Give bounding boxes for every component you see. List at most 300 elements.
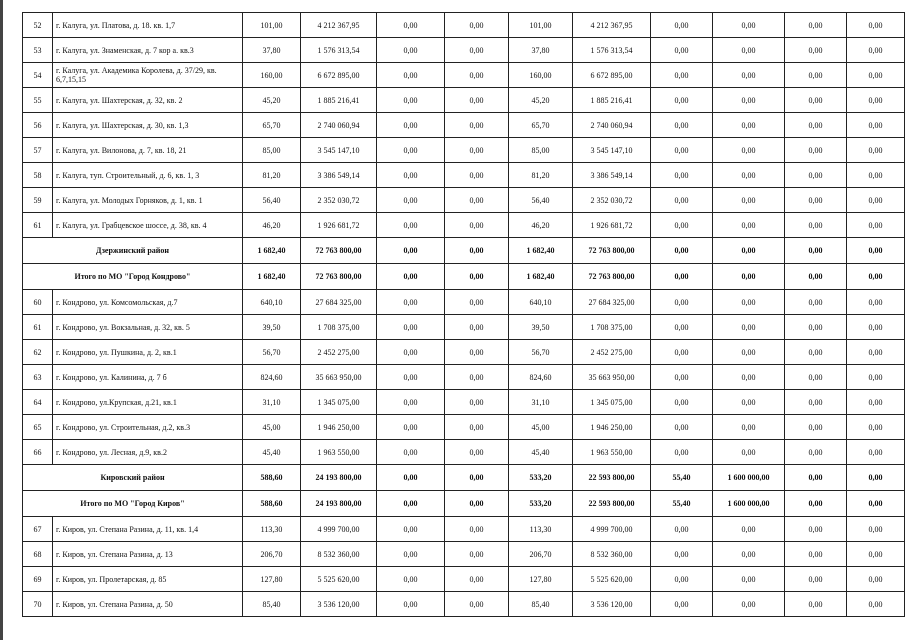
value-cell: 1 345 075,00 (301, 390, 377, 415)
table-row (23, 390, 905, 415)
value-cell: 56,70 (509, 340, 573, 365)
table-row (23, 13, 905, 38)
table-row (23, 340, 905, 365)
value-cell: 588,60 (243, 491, 301, 517)
value-cell: 81,20 (509, 163, 573, 188)
value-cell: 1 946 250,00 (573, 415, 651, 440)
address-cell: г. Калуга, ул. Шахтерская, д. 32, кв. 2 (53, 88, 243, 113)
value-cell: 39,50 (509, 315, 573, 340)
value-cell: 0,00 (847, 188, 905, 213)
address-cell: г. Калуга, туп. Строительный, д. 6, кв. 1, 3 (53, 163, 243, 188)
value-cell: 0,00 (445, 264, 509, 290)
value-cell: 0,00 (785, 163, 847, 188)
table-row (23, 213, 905, 238)
subtotal-label: Кировский район (23, 465, 243, 491)
value-cell: 1 682,40 (243, 264, 301, 290)
row-number: 69 (23, 567, 53, 592)
row-number: 66 (23, 440, 53, 465)
value-cell: 0,00 (445, 163, 509, 188)
value-cell: 0,00 (847, 163, 905, 188)
value-cell: 0,00 (785, 188, 847, 213)
value-cell: 1 600 000,00 (713, 465, 785, 491)
value-cell: 45,00 (509, 415, 573, 440)
value-cell: 72 763 800,00 (301, 264, 377, 290)
row-number: 61 (23, 315, 53, 340)
value-cell: 0,00 (651, 38, 713, 63)
value-cell: 4 212 367,95 (573, 13, 651, 38)
value-cell: 3 545 147,10 (573, 138, 651, 163)
value-cell: 22 593 800,00 (573, 465, 651, 491)
value-cell: 0,00 (651, 188, 713, 213)
value-cell: 0,00 (651, 213, 713, 238)
subtotal-label: Дзержинский район (23, 238, 243, 264)
value-cell: 56,40 (243, 188, 301, 213)
address-cell: г. Кондрово, ул. Лесная, д.9, кв.2 (53, 440, 243, 465)
value-cell: 0,00 (377, 213, 445, 238)
value-cell: 0,00 (713, 63, 785, 88)
value-cell: 0,00 (713, 163, 785, 188)
value-cell: 72 763 800,00 (573, 264, 651, 290)
value-cell: 0,00 (445, 88, 509, 113)
value-cell: 0,00 (377, 440, 445, 465)
value-cell: 1 946 250,00 (301, 415, 377, 440)
address-cell: г. Кондрово, ул. Пушкина, д. 2, кв.1 (53, 340, 243, 365)
value-cell: 0,00 (651, 365, 713, 390)
value-cell: 0,00 (713, 188, 785, 213)
value-cell: 0,00 (847, 213, 905, 238)
subtotal-label: Итого по МО "Город Киров" (23, 491, 243, 517)
table-row (23, 567, 905, 592)
value-cell: 1 708 375,00 (573, 315, 651, 340)
value-cell: 3 386 549,14 (573, 163, 651, 188)
value-cell: 0,00 (651, 390, 713, 415)
value-cell: 127,80 (509, 567, 573, 592)
value-cell: 0,00 (713, 38, 785, 63)
value-cell: 0,00 (785, 38, 847, 63)
value-cell: 0,00 (847, 491, 905, 517)
address-cell: г. Киров, ул. Степана Разина, д. 11, кв. 1,4 (53, 517, 243, 542)
value-cell: 0,00 (651, 163, 713, 188)
value-cell: 0,00 (713, 542, 785, 567)
value-cell: 0,00 (651, 592, 713, 617)
value-cell: 0,00 (651, 13, 713, 38)
table-row (23, 163, 905, 188)
document-page (22, 12, 904, 617)
value-cell: 0,00 (445, 38, 509, 63)
value-cell: 0,00 (713, 390, 785, 415)
value-cell: 0,00 (713, 290, 785, 315)
value-cell: 0,00 (377, 465, 445, 491)
value-cell: 0,00 (445, 390, 509, 415)
value-cell: 1 576 313,54 (301, 38, 377, 63)
value-cell: 0,00 (377, 290, 445, 315)
value-cell: 0,00 (445, 365, 509, 390)
value-cell: 45,40 (243, 440, 301, 465)
value-cell: 0,00 (377, 13, 445, 38)
value-cell: 1 885 216,41 (573, 88, 651, 113)
value-cell: 0,00 (377, 163, 445, 188)
value-cell: 0,00 (713, 440, 785, 465)
value-cell: 0,00 (785, 415, 847, 440)
address-cell: г. Калуга, ул. Молодых Горняков, д. 1, кв. 1 (53, 188, 243, 213)
value-cell: 0,00 (785, 365, 847, 390)
value-cell: 0,00 (377, 592, 445, 617)
value-cell: 101,00 (243, 13, 301, 38)
value-cell: 0,00 (377, 340, 445, 365)
row-number: 62 (23, 340, 53, 365)
value-cell: 0,00 (445, 238, 509, 264)
value-cell: 37,80 (243, 38, 301, 63)
table-row (23, 138, 905, 163)
value-cell: 3 536 120,00 (301, 592, 377, 617)
value-cell: 824,60 (243, 365, 301, 390)
value-cell: 0,00 (651, 315, 713, 340)
value-cell: 0,00 (651, 238, 713, 264)
address-cell: г. Калуга, ул. Платова, д. 18. кв. 1,7 (53, 13, 243, 38)
subtotal-label: Итого по МО "Город Кондрово" (23, 264, 243, 290)
value-cell: 85,40 (509, 592, 573, 617)
value-cell: 0,00 (785, 491, 847, 517)
value-cell: 27 684 325,00 (573, 290, 651, 315)
value-cell: 0,00 (847, 264, 905, 290)
value-cell: 65,70 (243, 113, 301, 138)
value-cell: 0,00 (785, 264, 847, 290)
value-cell: 39,50 (243, 315, 301, 340)
value-cell: 0,00 (785, 88, 847, 113)
value-cell: 640,10 (509, 290, 573, 315)
address-cell: г. Кондрово, ул. Калинина, д. 7 б (53, 365, 243, 390)
value-cell: 0,00 (713, 365, 785, 390)
value-cell: 0,00 (847, 315, 905, 340)
value-cell: 3 386 549,14 (301, 163, 377, 188)
value-cell: 8 532 360,00 (301, 542, 377, 567)
value-cell: 0,00 (651, 63, 713, 88)
value-cell: 0,00 (445, 188, 509, 213)
value-cell: 0,00 (847, 567, 905, 592)
value-cell: 160,00 (243, 63, 301, 88)
value-cell: 0,00 (445, 213, 509, 238)
row-number: 56 (23, 113, 53, 138)
value-cell: 85,00 (509, 138, 573, 163)
value-cell: 0,00 (847, 365, 905, 390)
value-cell: 0,00 (377, 365, 445, 390)
value-cell: 0,00 (713, 340, 785, 365)
table-row (23, 440, 905, 465)
address-cell: г. Киров, ул. Степана Разина, д. 50 (53, 592, 243, 617)
value-cell: 72 763 800,00 (573, 238, 651, 264)
value-cell: 2 452 275,00 (573, 340, 651, 365)
value-cell: 0,00 (847, 88, 905, 113)
row-number: 53 (23, 38, 53, 63)
value-cell: 533,20 (509, 465, 573, 491)
table-body (23, 13, 905, 617)
value-cell: 0,00 (785, 340, 847, 365)
address-cell: г. Кондрово, ул. Комсомольская, д.7 (53, 290, 243, 315)
subtotal-row (23, 491, 905, 517)
value-cell: 206,70 (509, 542, 573, 567)
value-cell: 1 600 000,00 (713, 491, 785, 517)
table-row (23, 415, 905, 440)
value-cell: 640,10 (243, 290, 301, 315)
value-cell: 5 525 620,00 (301, 567, 377, 592)
value-cell: 85,40 (243, 592, 301, 617)
value-cell: 35 663 950,00 (573, 365, 651, 390)
value-cell: 0,00 (847, 542, 905, 567)
value-cell: 0,00 (651, 517, 713, 542)
value-cell: 0,00 (377, 138, 445, 163)
value-cell: 56,40 (509, 188, 573, 213)
table-row (23, 542, 905, 567)
value-cell: 55,40 (651, 491, 713, 517)
value-cell: 46,20 (243, 213, 301, 238)
value-cell: 4 999 700,00 (301, 517, 377, 542)
table-row (23, 517, 905, 542)
value-cell: 0,00 (847, 465, 905, 491)
value-cell: 588,60 (243, 465, 301, 491)
value-cell: 45,40 (509, 440, 573, 465)
value-cell: 206,70 (243, 542, 301, 567)
value-cell: 0,00 (445, 113, 509, 138)
value-cell: 0,00 (377, 542, 445, 567)
value-cell: 0,00 (377, 390, 445, 415)
value-cell: 1 708 375,00 (301, 315, 377, 340)
value-cell: 1 682,40 (509, 238, 573, 264)
value-cell: 35 663 950,00 (301, 365, 377, 390)
value-cell: 0,00 (651, 264, 713, 290)
table-row (23, 315, 905, 340)
value-cell: 0,00 (651, 340, 713, 365)
table-row (23, 290, 905, 315)
value-cell: 0,00 (713, 113, 785, 138)
row-number: 70 (23, 592, 53, 617)
value-cell: 0,00 (847, 63, 905, 88)
row-number: 60 (23, 290, 53, 315)
address-cell: г. Калуга, ул. Академика Королева, д. 37/29, кв. 6,7,15,15 (53, 63, 243, 88)
row-number: 67 (23, 517, 53, 542)
value-cell: 0,00 (847, 13, 905, 38)
row-number: 55 (23, 88, 53, 113)
value-cell: 0,00 (445, 567, 509, 592)
value-cell: 0,00 (847, 592, 905, 617)
value-cell: 0,00 (847, 517, 905, 542)
value-cell: 0,00 (847, 390, 905, 415)
value-cell: 22 593 800,00 (573, 491, 651, 517)
value-cell: 0,00 (785, 213, 847, 238)
value-cell: 0,00 (445, 138, 509, 163)
value-cell: 0,00 (785, 465, 847, 491)
value-cell: 0,00 (377, 264, 445, 290)
value-cell: 0,00 (785, 238, 847, 264)
value-cell: 0,00 (445, 315, 509, 340)
table-row (23, 592, 905, 617)
value-cell: 0,00 (847, 113, 905, 138)
value-cell: 0,00 (847, 440, 905, 465)
address-cell: г. Калуга, ул. Вилонова, д. 7, кв. 18, 21 (53, 138, 243, 163)
value-cell: 0,00 (445, 592, 509, 617)
value-cell: 0,00 (651, 88, 713, 113)
value-cell: 55,40 (651, 465, 713, 491)
value-cell: 45,00 (243, 415, 301, 440)
value-cell: 0,00 (847, 340, 905, 365)
value-cell: 0,00 (651, 113, 713, 138)
value-cell: 0,00 (651, 567, 713, 592)
value-cell: 0,00 (445, 517, 509, 542)
value-cell: 0,00 (445, 13, 509, 38)
row-number: 61 (23, 213, 53, 238)
value-cell: 0,00 (377, 415, 445, 440)
value-cell: 127,80 (243, 567, 301, 592)
address-cell: г. Калуга, ул. Шахтерская, д. 30, кв. 1,3 (53, 113, 243, 138)
value-cell: 101,00 (509, 13, 573, 38)
value-cell: 0,00 (651, 440, 713, 465)
value-cell: 0,00 (785, 63, 847, 88)
value-cell: 2 352 030,72 (301, 188, 377, 213)
value-cell: 85,00 (243, 138, 301, 163)
value-cell: 0,00 (377, 491, 445, 517)
value-cell: 824,60 (509, 365, 573, 390)
value-cell: 0,00 (651, 138, 713, 163)
address-cell: г. Кондрово, ул. Вокзальная, д. 32, кв. 5 (53, 315, 243, 340)
value-cell: 0,00 (785, 592, 847, 617)
value-cell: 0,00 (713, 517, 785, 542)
value-cell: 0,00 (445, 340, 509, 365)
value-cell: 0,00 (445, 491, 509, 517)
value-cell: 27 684 325,00 (301, 290, 377, 315)
value-cell: 0,00 (713, 138, 785, 163)
value-cell: 72 763 800,00 (301, 238, 377, 264)
value-cell: 0,00 (377, 113, 445, 138)
row-number: 64 (23, 390, 53, 415)
scan-edge (0, 0, 3, 640)
value-cell: 0,00 (445, 465, 509, 491)
subtotal-row (23, 238, 905, 264)
value-cell: 0,00 (651, 542, 713, 567)
value-cell: 0,00 (377, 88, 445, 113)
row-number: 65 (23, 415, 53, 440)
value-cell: 0,00 (847, 38, 905, 63)
value-cell: 0,00 (713, 264, 785, 290)
value-cell: 0,00 (377, 517, 445, 542)
value-cell: 3 536 120,00 (573, 592, 651, 617)
value-cell: 81,20 (243, 163, 301, 188)
value-cell: 0,00 (377, 188, 445, 213)
value-cell: 0,00 (785, 315, 847, 340)
value-cell: 6 672 895,00 (573, 63, 651, 88)
value-cell: 65,70 (509, 113, 573, 138)
value-cell: 3 545 147,10 (301, 138, 377, 163)
resettlement-table (22, 12, 905, 617)
row-number: 59 (23, 188, 53, 213)
value-cell: 0,00 (713, 213, 785, 238)
address-cell: г. Кондрово, ул.Крупская, д.21, кв.1 (53, 390, 243, 415)
value-cell: 0,00 (785, 567, 847, 592)
value-cell: 0,00 (785, 13, 847, 38)
value-cell: 1 926 681,72 (301, 213, 377, 238)
value-cell: 0,00 (445, 63, 509, 88)
value-cell: 0,00 (847, 138, 905, 163)
value-cell: 24 193 800,00 (301, 465, 377, 491)
value-cell: 2 452 275,00 (301, 340, 377, 365)
value-cell: 4 212 367,95 (301, 13, 377, 38)
value-cell: 0,00 (785, 113, 847, 138)
row-number: 52 (23, 13, 53, 38)
subtotal-row (23, 465, 905, 491)
address-cell: г. Калуга, ул. Знаменская, д. 7 кор а. кв.3 (53, 38, 243, 63)
value-cell: 0,00 (847, 415, 905, 440)
value-cell: 0,00 (785, 517, 847, 542)
value-cell: 160,00 (509, 63, 573, 88)
value-cell: 0,00 (713, 567, 785, 592)
value-cell: 113,30 (243, 517, 301, 542)
value-cell: 31,10 (243, 390, 301, 415)
value-cell: 0,00 (785, 390, 847, 415)
row-number: 68 (23, 542, 53, 567)
value-cell: 37,80 (509, 38, 573, 63)
value-cell: 1 682,40 (509, 264, 573, 290)
value-cell: 6 672 895,00 (301, 63, 377, 88)
value-cell: 0,00 (651, 290, 713, 315)
value-cell: 2 352 030,72 (573, 188, 651, 213)
address-cell: г. Кондрово, ул. Строительная, д.2, кв.3 (53, 415, 243, 440)
value-cell: 0,00 (445, 415, 509, 440)
value-cell: 0,00 (377, 567, 445, 592)
value-cell: 0,00 (713, 13, 785, 38)
value-cell: 0,00 (445, 440, 509, 465)
value-cell: 5 525 620,00 (573, 567, 651, 592)
row-number: 58 (23, 163, 53, 188)
value-cell: 1 682,40 (243, 238, 301, 264)
row-number: 57 (23, 138, 53, 163)
value-cell: 0,00 (847, 290, 905, 315)
value-cell: 8 532 360,00 (573, 542, 651, 567)
value-cell: 56,70 (243, 340, 301, 365)
address-cell: г. Киров, ул. Пролетарская, д. 85 (53, 567, 243, 592)
value-cell: 46,20 (509, 213, 573, 238)
value-cell: 113,30 (509, 517, 573, 542)
table-row (23, 113, 905, 138)
table-row (23, 188, 905, 213)
value-cell: 0,00 (377, 38, 445, 63)
value-cell: 0,00 (713, 592, 785, 617)
value-cell: 0,00 (785, 290, 847, 315)
value-cell: 45,20 (509, 88, 573, 113)
value-cell: 0,00 (785, 138, 847, 163)
value-cell: 0,00 (445, 290, 509, 315)
table-row (23, 63, 905, 88)
value-cell: 45,20 (243, 88, 301, 113)
value-cell: 31,10 (509, 390, 573, 415)
address-cell: г. Киров, ул. Степана Разина, д. 13 (53, 542, 243, 567)
row-number: 54 (23, 63, 53, 88)
value-cell: 533,20 (509, 491, 573, 517)
value-cell: 0,00 (785, 542, 847, 567)
table-row (23, 38, 905, 63)
value-cell: 0,00 (445, 542, 509, 567)
subtotal-row (23, 264, 905, 290)
value-cell: 0,00 (713, 88, 785, 113)
value-cell: 2 740 060,94 (573, 113, 651, 138)
value-cell: 1 345 075,00 (573, 390, 651, 415)
value-cell: 4 999 700,00 (573, 517, 651, 542)
value-cell: 1 885 216,41 (301, 88, 377, 113)
value-cell: 0,00 (713, 415, 785, 440)
value-cell: 0,00 (377, 238, 445, 264)
value-cell: 0,00 (785, 440, 847, 465)
value-cell: 0,00 (847, 238, 905, 264)
table-row (23, 365, 905, 390)
value-cell: 1 963 550,00 (301, 440, 377, 465)
value-cell: 24 193 800,00 (301, 491, 377, 517)
